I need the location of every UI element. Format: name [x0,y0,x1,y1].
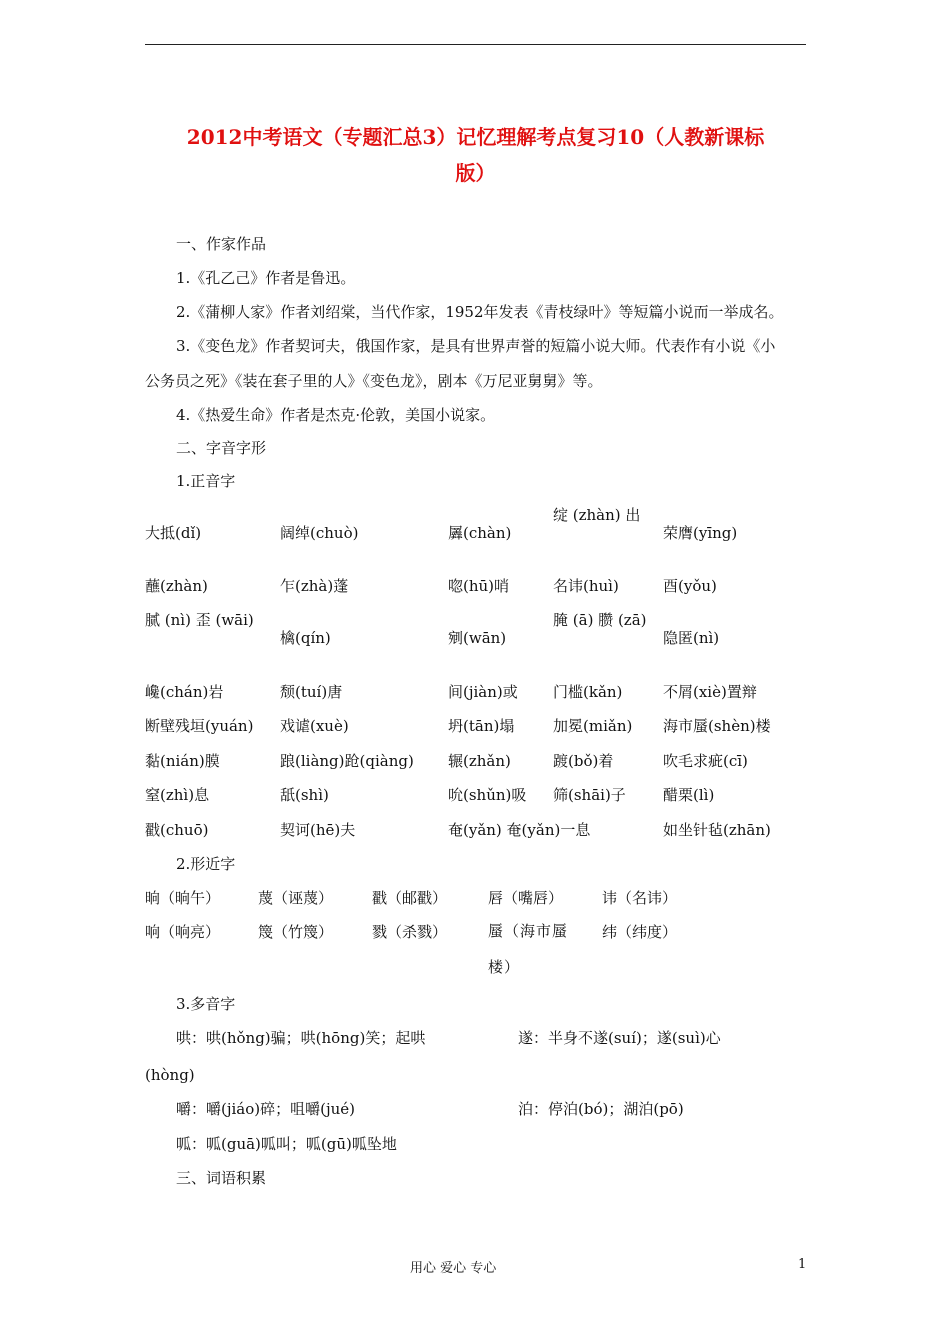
xingjin-cell: 蜃（海市蜃楼） [488,922,569,976]
pron-cell: 如坐针毡(zhān) [663,821,771,839]
polyphone-jiao: 嚼：嚼(jiáo)碎；咀嚼(jué) [176,1100,356,1118]
xingjin-cell: 纬（纬度） [602,923,678,941]
pron-cell: 戳(chuō) [145,821,209,839]
pron-cell: 荣膺(yīng) [663,524,738,542]
page-number: 1 [798,1257,807,1272]
pron-cell: 黏(nián)膜 [145,752,220,770]
pron-cell: 酉(yǒu) [663,577,717,595]
pron-cell: 名讳(huì) [553,577,619,595]
pron-cell: 筛(shāi)子 [553,786,626,804]
polyphone-hong: 哄：哄(hǒng)骗；哄(hōng)笑；起哄 [176,1029,426,1047]
polyphone-bo: 泊：停泊(bó)；湖泊(pō) [518,1100,684,1118]
pron-cell: 门槛(kǎn) [553,683,623,701]
author-item-1: 1.《孔乙己》作者是鲁迅。 [176,269,356,287]
subheading-polyphones: 3.多音字 [176,995,236,1013]
xingjin-cell: 响（响亮） [145,923,221,941]
document-title-line-1: 2012中考语文（专题汇总3）记忆理解考点复习10（人教新课标 [186,125,765,149]
author-item-2: 2.《蒲柳人家》作者刘绍棠，当代作家，1952年发表《青枝绿叶》等短篇小说而一举成名。 [176,303,784,321]
pron-cell: 腌 (ā) 臜 (zā) [553,611,647,629]
xingjin-cell: 戮（杀戮） [372,923,448,941]
pron-cell: 加冕(miǎn) [553,717,633,735]
pron-cell: 坍(tān)塌 [448,717,515,735]
author-item-3-cont: 公务员之死》《装在套子里的人》《变色龙》，剧本《万尼亚舅舅》等。 [145,372,603,390]
pron-cell: 阔绰(chuò) [280,524,359,542]
pron-cell: 窒(zhì)息 [145,786,210,804]
section-heading-pronunciation: 二、字音字形 [176,439,267,457]
pron-cell: 隐匿(nì) [663,629,720,647]
pron-cell: 吹毛求疵(cī) [663,752,748,770]
author-item-4: 4.《热爱生命》作者是杰克·伦敦，美国小说家。 [176,406,496,424]
pron-cell: 海市蜃(shèn)楼 [663,717,771,735]
pron-cell: 唿(hū)哨 [448,577,510,595]
subheading-similar-characters: 2.形近字 [176,855,236,873]
pron-cell: 颓(tuí)唐 [280,683,343,701]
xingjin-cell: 讳（名讳） [602,889,678,907]
author-item-3: 3.《变色龙》作者契诃夫，俄国作家，是具有世界声誉的短篇小说大师。代表作有小说《小 [176,337,776,355]
pron-cell: 契诃(hē)夫 [280,821,356,839]
pron-cell: 踱(bǒ)着 [553,752,614,770]
xingjin-cell: 唇（嘴唇） [488,889,564,907]
pron-cell: 不屑(xiè)置辩 [663,683,757,701]
pron-cell: 间(jiàn)或 [448,683,518,701]
xingjin-cell: 蔑（诬蔑） [258,889,334,907]
pron-cell: 戏谑(xuè) [280,717,349,735]
pron-cell: 吮(shǔn)吸 [448,786,527,804]
pron-cell: 大抵(dǐ) [145,524,202,542]
pron-cell: 绽 (zhàn) 出 [553,506,641,524]
polyphone-sui: 遂：半身不遂(suí)；遂(suì)心 [518,1029,721,1047]
document-title-line-2: 版） [455,161,496,185]
pron-cell: 羼(chàn) [448,524,512,542]
pron-cell: 奄(yǎn) 奄(yǎn)一息 [448,821,591,839]
pron-cell: 檎(qín) [280,629,331,647]
pron-cell: 巉(chán)岩 [145,683,224,701]
polyphone-hong-cont: (hòng) [145,1066,195,1084]
pron-cell: 乍(zhà)蓬 [280,577,349,595]
pron-cell: 断壁残垣(yuán) [145,717,254,735]
section-heading-authors: 一、作家作品 [176,235,267,253]
pron-cell: 辗(zhǎn) [448,752,511,770]
polyphone-gua: 呱：呱(guā)呱叫；呱(gū)呱坠地 [176,1135,397,1153]
pron-cell: 腻 (nì) 歪 (wāi) [145,611,254,629]
pron-cell: 蘸(zhàn) [145,577,208,595]
section-heading-vocabulary: 三、词语积累 [176,1169,267,1187]
xingjin-cell: 晌（晌午） [145,889,221,907]
xingjin-cell: 篾（竹篾） [258,923,334,941]
subheading-correct-pronunciation: 1.正音字 [176,472,236,490]
xingjin-cell: 戳（邮戳） [372,889,448,907]
header-rule [145,44,806,45]
pron-cell: 醋栗(lì) [663,786,715,804]
pron-cell: 踉(liàng)跄(qiàng) [280,752,414,770]
pron-cell: 剜(wān) [448,629,507,647]
footer-motto: 用心 爱心 专心 [410,1261,497,1276]
pron-cell: 舐(shì) [280,786,329,804]
